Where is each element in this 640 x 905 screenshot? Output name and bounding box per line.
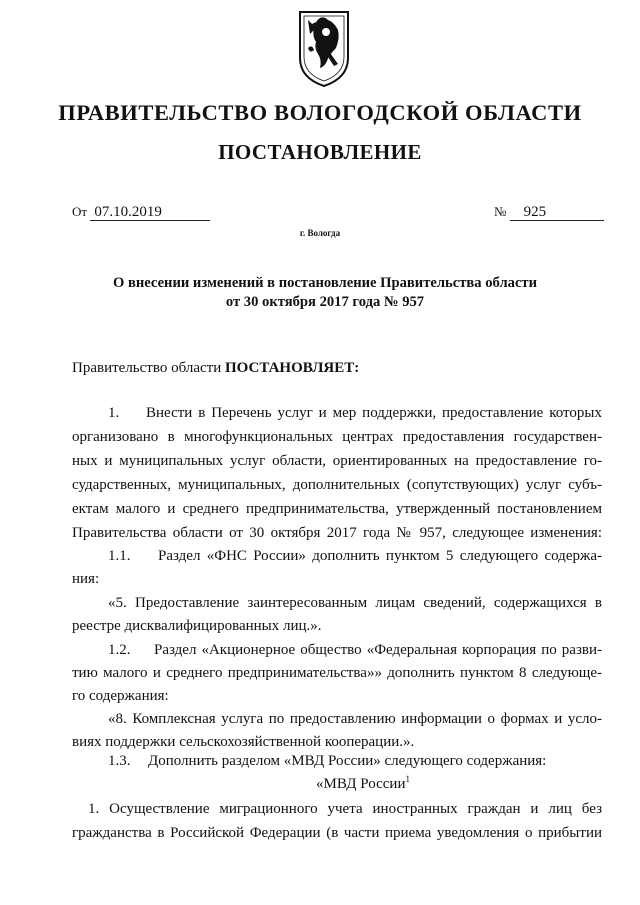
resolves-keyword: ПОСТАНОВЛЯЕТ: bbox=[224, 360, 360, 376]
quote-1-line-2: реестре дисквалифицированных лиц.». bbox=[72, 618, 322, 634]
document-type-title: ПОСТАНОВЛЕНИЕ bbox=[218, 140, 422, 164]
resolves-prefix: Правительство области bbox=[72, 360, 222, 376]
vologda-coat-of-arms-icon bbox=[294, 8, 354, 90]
mvd-item-1-line-2: гражданства в Российской Федерации (в части приема уведомления о прибытии bbox=[72, 825, 602, 841]
paragraph-1-1-line-1 bbox=[72, 547, 602, 566]
organization-title: ПРАВИТЕЛЬСТВО ВОЛОГОДСКОЙ ОБЛАСТИ bbox=[58, 100, 582, 125]
paragraph-number: 1.3. bbox=[108, 753, 131, 769]
number-value: 925 bbox=[510, 204, 604, 221]
footnote-marker: 1 bbox=[405, 774, 410, 784]
paragraph-1-2-line-2: тию малого и среднего предпринимательства»» дополнить пунктом 8 следующе- bbox=[72, 665, 602, 681]
paragraph-1-line-1 bbox=[72, 404, 602, 423]
quote-1-line-1: «5. Предоставление заинтересованным лицам сведений, содержащихся в bbox=[108, 595, 602, 611]
number-field bbox=[494, 204, 604, 221]
paragraph-1-2-line-3: го содержания: bbox=[72, 688, 169, 704]
date-field bbox=[72, 204, 210, 221]
mvd-section-heading bbox=[0, 774, 640, 793]
city-name: г. Вологда bbox=[299, 228, 341, 238]
resolves-statement bbox=[72, 360, 359, 377]
paragraph-text: Внести в Перечень услуг и мер поддержки, предоставление которых bbox=[146, 405, 602, 421]
paragraph-1-line-5: ектам малого и среднего предпринимательства, утвержденный постановлением bbox=[72, 501, 602, 517]
paragraph-1-3-line-1 bbox=[72, 752, 602, 771]
paragraph-1-line-4: сударственных, муниципальных, дополнительных (сопутствующих) услуг субъ- bbox=[72, 477, 602, 493]
quote-2-line-2: виях поддержки сельскохозяйственной кооперации.». bbox=[72, 734, 415, 750]
paragraph-1-line-6: Правительства области от 30 октября 2017 года № 957, следующее изменения: bbox=[72, 525, 602, 541]
paragraph-text: Дополнить разделом «МВД России» следующего содержания: bbox=[148, 753, 547, 769]
paragraph-number: 1. bbox=[108, 405, 120, 421]
document-subject bbox=[80, 274, 570, 312]
quote-2-line-1: «8. Комплексная услуга по предоставлению информации о формах и усло- bbox=[108, 711, 602, 727]
paragraph-1-line-2: организовано в многофункциональных центрах предоставления государствен- bbox=[72, 429, 602, 445]
mvd-heading-text: «МВД России bbox=[316, 776, 406, 792]
paragraph-text: Раздел «Акционерное общество «Федеральная корпорация по разви- bbox=[154, 642, 602, 658]
number-label: № bbox=[494, 204, 507, 219]
paragraph-number: 1.1. bbox=[108, 548, 131, 564]
subject-line-2: от 30 октября 2017 года № 957 bbox=[225, 294, 425, 310]
paragraph-1-1-line-2: ния: bbox=[72, 571, 100, 587]
date-value: 07.10.2019 bbox=[90, 204, 210, 221]
paragraph-text: Раздел «ФНС России» дополнить пунктом 5 следующего содержа- bbox=[158, 548, 602, 564]
paragraph-1-2-line-1 bbox=[72, 641, 602, 660]
paragraph-number: 1.2. bbox=[108, 642, 131, 658]
subject-line-1: О внесении изменений в постановление Правительства области bbox=[112, 275, 538, 291]
date-label: От bbox=[72, 204, 88, 219]
mvd-item-1-line-1: 1. Осуществление миграционного учета иностранных граждан и лиц без bbox=[88, 801, 602, 817]
paragraph-1-line-3: ных и муниципальных услуг области, ориентированных на предоставление го- bbox=[72, 453, 602, 469]
